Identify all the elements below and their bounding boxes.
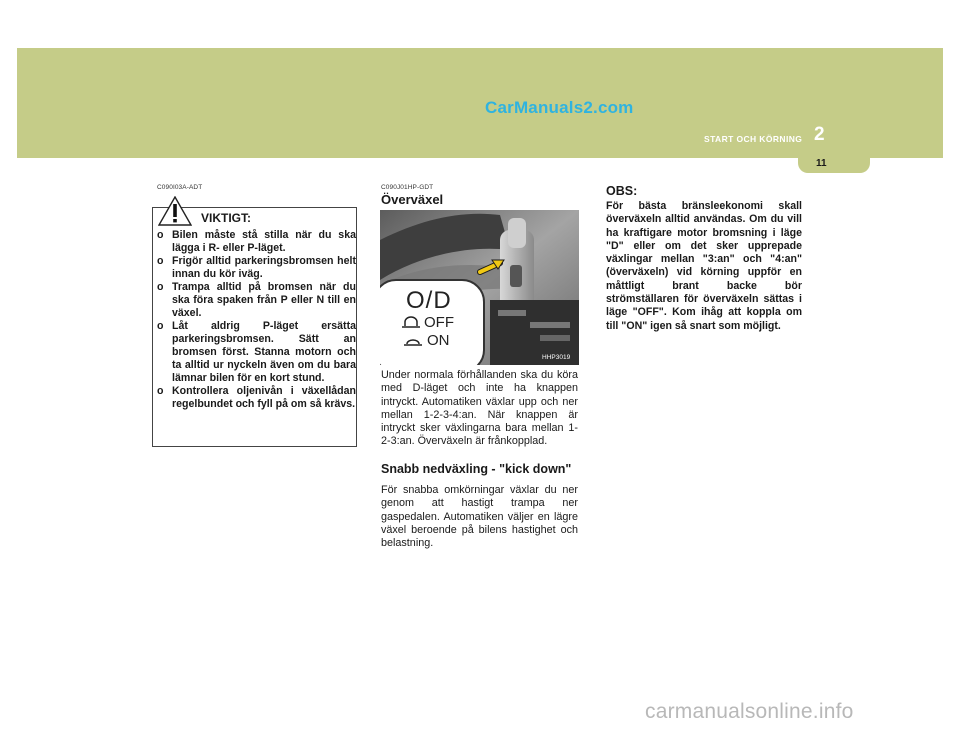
kickdown-paragraph: För snabba omkörningar växlar du ner genom att hastigt trampa ner gaspedalen. Automatiken väljer en lägre växel beroende på bilens hastighet och belastning. <box>381 484 578 550</box>
watermark[interactable]: carmanualsonline.info <box>645 700 854 723</box>
obs-text: För bästa bränsleekonomi skall överväxeln alltid användas. Om du vill ha kraftigare motor bromsning i läge "D" eller om det sker upprepade växlingar mellan "3:an" och "4:an" (överväxeln) vid körning uppför en måttligt brant backe bör strömställaren för överväxeln sättas i läge "OFF". Kom ihåg att koppla om till "ON" igen så snart som möjligt. <box>606 200 802 332</box>
on-label: ON <box>427 332 450 349</box>
list-item: o Trampa alltid på bromsen när du ska föra spaken från P eller N till en växel. <box>157 281 356 319</box>
warning-list <box>157 229 356 411</box>
list-item: o Bilen måste stå stilla när du ska lägga i R- eller P-läget. <box>157 229 356 254</box>
button-pressed-icon <box>403 335 423 347</box>
list-item: o Låt aldrig P-läget ersätta parkeringsbromsen. Sätt an bromsen först. Stanna motorn och ta alltid ur nyckeln även om du bara lämnar bilen för en kort stund. <box>157 320 356 384</box>
kickdown-heading: Snabb nedväxling - "kick down" <box>381 462 572 476</box>
photo-code: HHP3019 <box>542 354 571 361</box>
od-label: O/D <box>406 287 452 314</box>
warning-triangle-icon <box>158 196 192 226</box>
overdrive-switch-photo <box>380 210 579 365</box>
header-band <box>17 48 943 158</box>
overdrive-heading: Överväxel <box>381 192 444 207</box>
button-released-icon <box>401 316 421 330</box>
chapter-number: 2 <box>814 124 825 145</box>
obs-title: OBS: <box>606 184 638 198</box>
list-item: o Frigör alltid parkeringsbromsen helt innan du kör iväg. <box>157 255 356 280</box>
site-logo[interactable]: CarManuals2.com <box>485 98 634 117</box>
overdrive-code: C090J01HP-GDT <box>381 184 434 191</box>
list-item: o Kontrollera oljenivån i växellådan regelbundet och fyll på om så krävs. <box>157 385 356 410</box>
page-number: 11 <box>816 158 827 169</box>
overdrive-paragraph: Under normala förhållanden ska du köra med D-läget och inte ha knappen intryckt. Automatiken växlar upp och ner mellan 1-2-3-4:an. När knappen är intryckt sker växlingarna bara mellan 1-2-3:an. Överväxeln är frånkopplad. <box>381 369 578 448</box>
off-label: OFF <box>424 314 454 331</box>
warning-title: VIKTIGT: <box>201 211 251 225</box>
page-tab <box>798 153 870 173</box>
warning-code: C090I03A-ADT <box>157 184 203 191</box>
section-title: START OCH KÖRNING <box>704 134 803 144</box>
